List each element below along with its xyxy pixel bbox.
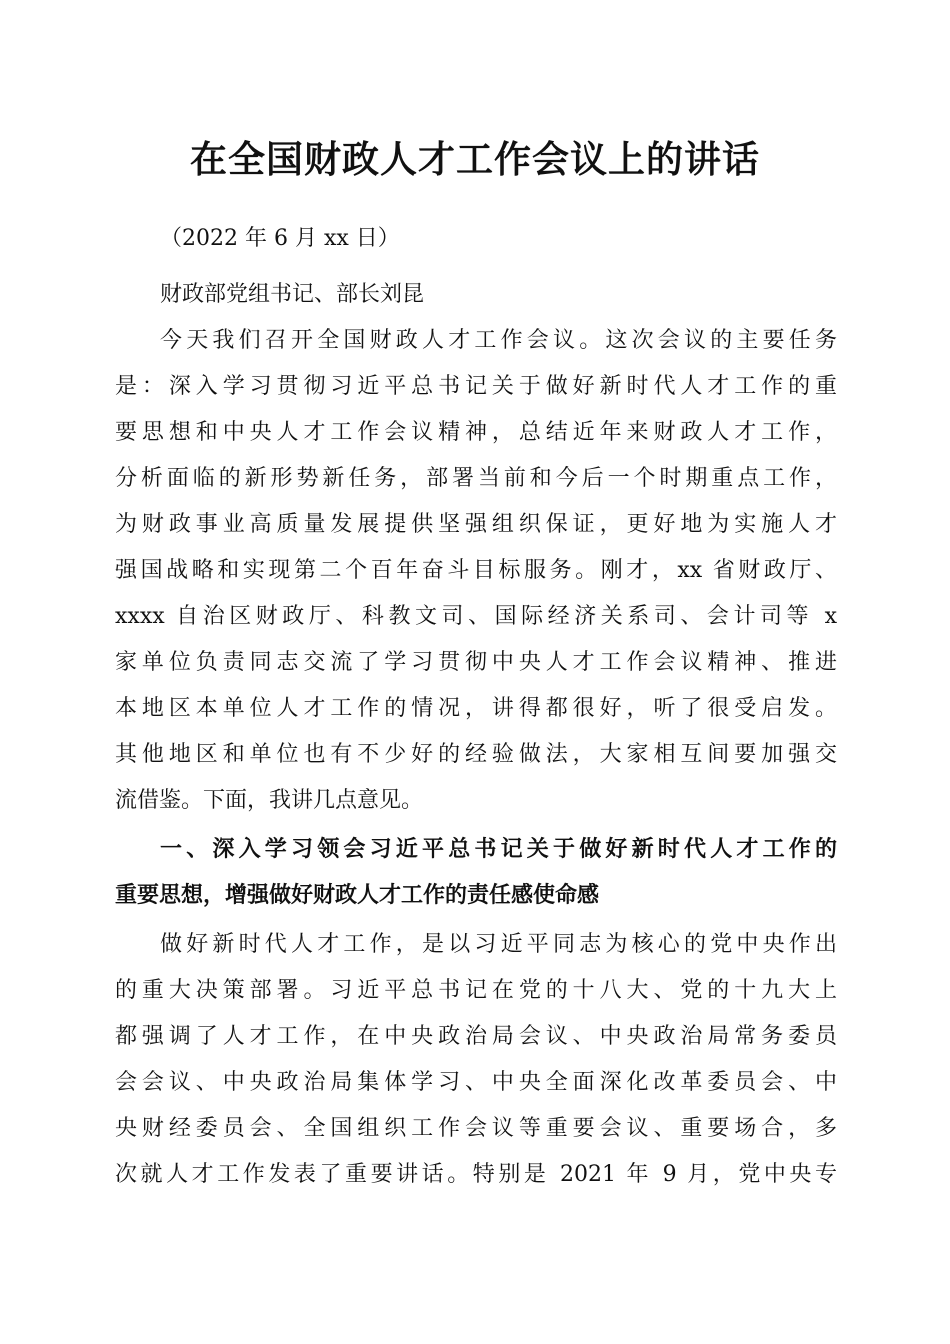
paragraph-1-line: 强国战略和实现第二个百年奋斗目标服务。刚才，xx 省财政厅、 <box>115 558 837 583</box>
paragraph-1-line: 分析面临的新形势新任务，部署当前和今后一个时期重点工作， <box>115 466 837 491</box>
paragraph-1-line: xxxx 自治区财政厅、科教文司、国际经济关系司、会计司等 x <box>115 604 837 629</box>
document-title: 在全国财政人才工作会议上的讲话 <box>190 138 760 181</box>
paragraph-2-line: 次就人才工作发表了重要讲话。特别是 2021 年 9 月，党中央专 <box>115 1162 837 1187</box>
speech-date: （2022 年 6 月 xx 日） <box>160 226 400 251</box>
paragraph-2-line: 的重大决策部署。习近平总书记在党的十八大、党的十九大上 <box>115 978 837 1003</box>
section-1-heading-line: 重要思想，增强做好财政人才工作的责任感使命感 <box>115 883 600 908</box>
paragraph-2-line: 会会议、中央政治局集体学习、中央全面深化改革委员会、中 <box>115 1070 837 1095</box>
paragraph-1-line: 要思想和中央人才工作会议精神，总结近年来财政人才工作， <box>115 420 837 445</box>
paragraph-2-line: 央财经委员会、全国组织工作会议等重要会议、重要场合，多 <box>115 1116 837 1141</box>
paragraph-2-line: 都强调了人才工作，在中央政治局会议、中央政治局常务委员 <box>115 1024 837 1049</box>
paragraph-2-line: 做好新时代人才工作，是以习近平同志为核心的党中央作出 <box>160 932 837 957</box>
paragraph-1-line: 其他地区和单位也有不少好的经验做法，大家相互间要加强交 <box>115 742 837 767</box>
paragraph-1-line: 本地区本单位人才工作的情况，讲得都很好，听了很受启发。 <box>115 696 837 721</box>
paragraph-1-line: 流借鉴。下面，我讲几点意见。 <box>115 788 424 813</box>
speaker-name: 财政部党组书记、部长刘昆 <box>160 282 425 307</box>
paragraph-1-line: 家单位负责同志交流了学习贯彻中央人才工作会议精神、推进 <box>115 650 837 675</box>
section-1-heading-line: 一、深入学习领会习近平总书记关于做好新时代人才工作的 <box>160 837 837 862</box>
paragraph-1-line: 是：深入学习贯彻习近平总书记关于做好新时代人才工作的重 <box>115 374 837 399</box>
paragraph-1-line: 为财政事业高质量发展提供坚强组织保证，更好地为实施人才 <box>115 512 837 537</box>
paragraph-1-line: 今天我们召开全国财政人才工作会议。这次会议的主要任务 <box>160 328 837 353</box>
